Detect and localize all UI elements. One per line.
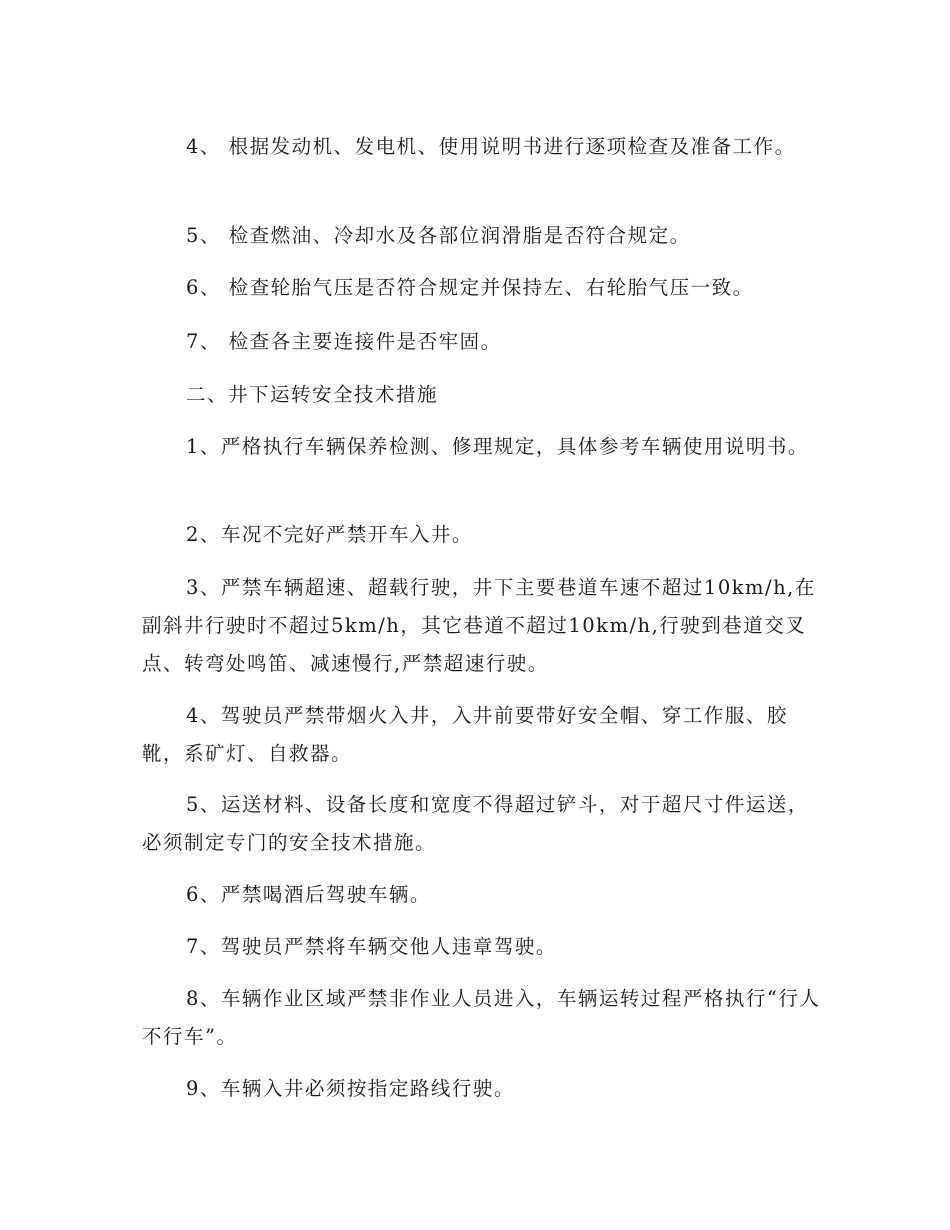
paragraph-check-tire-pressure: 6、 检查轮胎气压是否符合规定并保持左、右轮胎气压一致。	[186, 275, 754, 299]
paragraph-maintenance-rules: 1、严格执行车辆保养检测、修理规定，具体参考车辆使用说明书。	[186, 434, 809, 458]
paragraph-inspect-manual: 4、 根据发动机、发电机、使用说明书进行逐项检查及准备工作。	[186, 134, 796, 158]
paragraph-designated-route: 9、车辆入井必须按指定路线行驶。	[186, 1076, 515, 1100]
paragraph-vehicle-condition: 2、车况不完好严禁开车入井。	[186, 522, 473, 546]
section-heading-underground: 二、井下运转安全技术措施	[186, 382, 439, 406]
paragraph-no-drunk-driving: 6、严禁喝酒后驾驶车辆。	[186, 882, 431, 906]
paragraph-work-area: 8、车辆作业区域严禁非作业人员进入，车辆运转过程严格执行“行人不行车”。	[142, 986, 821, 1048]
paragraph-no-handover: 7、驾驶员严禁将车辆交他人违章驾驶。	[186, 934, 557, 958]
paragraph-material-transport: 5、运送材料、设备长度和宽度不得超过铲斗，对于超尺寸件运送，必须制定专门的安全技术措施。	[142, 792, 809, 854]
paragraph-driver-equipment: 4、驾驶员严禁带烟火入井，入井前要带好安全帽、穿工作服、胶靴，系矿灯、自救器。	[142, 703, 788, 765]
paragraph-speed-limits: 3、严禁车辆超速、超载行驶，井下主要巷道车速不超过10km/h,在副斜井行驶时不超过5km/h，其它巷道不超过10km/h,行驶到巷道交叉点、转弯处鸣笛、减速慢行,严禁超速行驶。	[142, 575, 816, 675]
paragraph-check-fuel: 5、 检查燃油、冷却水及各部位润滑脂是否符合规定。	[186, 223, 691, 247]
paragraph-check-connectors: 7、 检查各主要连接件是否牢固。	[186, 329, 502, 353]
